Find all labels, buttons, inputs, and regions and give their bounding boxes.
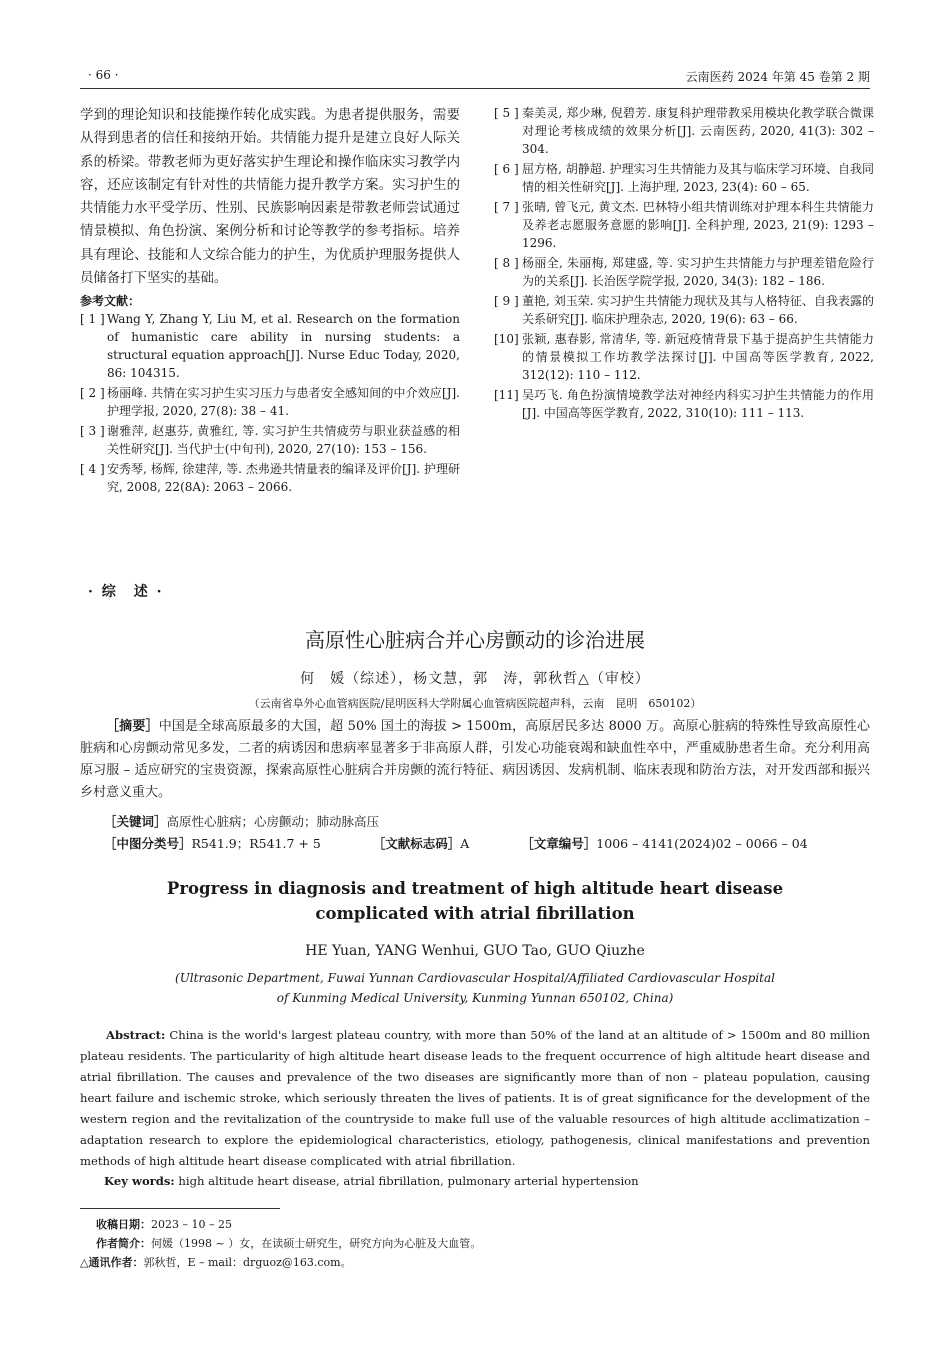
reference-text: 秦美灵, 郑少琳, 倪碧芳. 康复科护理带教采用模块化教学联合微课对理论考核成绩的效果分析[J]. 云南医药, 2020, 41(3): 302 – 304.	[522, 106, 874, 156]
title-en-line2: complicated with atrial fibrillation	[315, 904, 635, 923]
reference-item	[494, 330, 874, 384]
keywords-en-text: high altitude heart disease, atrial fibrillation, pulmonary arterial hypertension	[178, 1174, 639, 1188]
keywords-text: 高原性心脏病；心房颤动；肺动脉高压	[166, 814, 380, 829]
page-number: · 66 ·	[88, 68, 119, 82]
reference-number: [ 7 ]	[494, 200, 519, 214]
footnote-author	[96, 1236, 481, 1252]
abstract-en	[80, 1025, 870, 1172]
reference-item	[494, 292, 874, 328]
reference-text: 张晴, 曾飞元, 黄文杰. 巴林特小组共情训练对护理本科生共情能力及养老志愿服务意愿的影响[J]. 全科护理, 2023, 21(9): 1293 – 1296.	[522, 200, 874, 250]
received-text: 2023 – 10 – 25	[151, 1218, 232, 1231]
doc-code-text: A	[460, 836, 470, 851]
reference-text: 杨丽全, 朱丽梅, 郑建盛, 等. 实习护生共情能力与护理差错危险行为的关系[J]. 长治医学院学报, 2020, 34(3): 182 – 186.	[522, 256, 874, 288]
reference-number: [ 9 ]	[494, 294, 519, 308]
footnote-received	[96, 1217, 232, 1233]
reference-number: [ 3 ]	[80, 424, 105, 439]
keywords-en	[104, 1174, 639, 1188]
abstract-cn	[80, 716, 870, 804]
clc-text: R541.9；R541.7 + 5	[191, 836, 321, 851]
article-title-cn: 高原性心脏病合并心房颤动的诊治进展	[305, 628, 645, 652]
reference-item	[80, 310, 460, 382]
reference-text: 谢雅萍, 赵惠芬, 黄雅红, 等. 实习护生共情疲劳与职业获益感的相关性研究[J]. 当代护士(中旬刊), 2020, 27(10): 153 – 156.	[107, 424, 460, 457]
authors-en: HE Yuan, YANG Wenhui, GUO Tao, GUO Qiuzhe	[305, 943, 645, 959]
reference-number: [ 4 ]	[80, 462, 105, 477]
header-divider	[80, 88, 870, 89]
article-number-text: 1006 – 4141(2024)02 – 0066 – 04	[596, 836, 808, 851]
reference-item	[80, 460, 460, 496]
reference-number: [11]	[494, 388, 519, 402]
article-title-en	[80, 876, 870, 926]
corr-text: 郭秋哲，E – mail：drguoz@163.com。	[143, 1256, 352, 1269]
footnote-corresponding	[80, 1255, 352, 1271]
references-heading: 参考文献：	[80, 294, 141, 309]
reference-number: [10]	[494, 332, 519, 346]
received-label: 收稿日期：	[96, 1218, 151, 1231]
reference-text: Wang Y, Zhang Y, Liu M, et al. Research on the formation of humanistic care ability in nursing students: a structural equation approach[J]. Nurse Educ Today, 2020, 86: 104315.	[107, 312, 460, 381]
authors-cn: 何 媛（综述），杨文慧，郭 涛，郭秋哲△（审校）	[300, 671, 650, 687]
abstract-label: ［摘要］	[106, 719, 159, 734]
abstract-en-label: Abstract:	[106, 1028, 166, 1042]
footnote-divider	[80, 1208, 280, 1209]
article-number-label: ［文章编号］	[521, 836, 597, 851]
clc-label: ［中图分类号］	[104, 836, 192, 851]
doc-code-label: ［文献标志码］	[372, 836, 461, 851]
section-tag: · 综 述 ·	[88, 584, 164, 600]
title-en-line1: Progress in diagnosis and treatment of high altitude heart disease	[166, 879, 784, 898]
reference-item	[494, 160, 874, 196]
reference-item	[494, 254, 874, 290]
reference-number: [ 5 ]	[494, 106, 519, 120]
reference-number: [ 6 ]	[494, 162, 519, 176]
affil-en-line1: (Ultrasonic Department, Fuwai Yunnan Cardiovascular Hospital/Affiliated Cardiovascular Hospital	[175, 971, 775, 985]
reference-text: 吴巧飞. 角色扮演情境教学法对神经内科实习护生共情能力的作用[J]. 中国高等医学教育, 2022, 310(10): 111 – 113.	[522, 388, 874, 420]
keywords-en-label: Key words:	[104, 1174, 175, 1188]
abstract-en-text: China is the world's largest plateau country, with more than 50% of the land at an altitude of > 1500m and 80 million plateau residents. The particularity of high altitude heart disease leads to the frequent occurrence of high altitude heart disease and atrial fibrillation. The causes and prevalence of the two diseases are significantly more than of non – plateau population, causing heart failure and ischemic stroke, which seriously threaten the lives of patients. It is of great significance for the development of the western region and the revitalization of the countryside to make full use of the valuable resources of high altitude acclimatization – adaptation research to explore the epidemiological characteristics, etiology, pathogenesis, clinical manifestations and prevention methods of high altitude heart disease complicated with atrial fibrillation.	[80, 1028, 870, 1168]
reference-item	[494, 104, 874, 158]
corr-label: △通讯作者：	[80, 1256, 144, 1269]
reference-text: 安秀琴, 杨辉, 徐建萍, 等. 杰弗逊共情量表的编译及评价[J]. 护理研究, 2008, 22(8A): 2063 – 2066.	[107, 462, 460, 495]
body-paragraph: 学到的理论知识和技能操作转化成实践。为患者提供服务，需要从得到患者的信任和接纳开始。共情能力提升是建立良好人际关系的桥梁。带教老师为更好落实护生理论和操作临床实习教学内容，还应该制定有针对性的共情能力提升教学方案。实习护生的共情能力水平受学历、性别、民族影响因素是带教老师尝试通过情景模拟、角色扮演、案例分析和讨论等教学的参考指标。培养具有理论、技能和人文综合能力的护生，为优质护理服务提供人员储备打下坚实的基础。	[80, 108, 460, 287]
keywords-cn	[104, 812, 379, 830]
author-label: 作者简介：	[96, 1237, 151, 1250]
affiliation-cn: （云南省阜外心血管病医院/昆明医科大学附属心血管病医院超声科，云南 昆明 650102）	[248, 697, 702, 710]
keywords-label: ［关键词］	[104, 814, 167, 829]
reference-item	[494, 198, 874, 252]
reference-text: 杨丽峰. 共情在实习护生实习压力与患者安全感知间的中介效应[J]. 护理学报, 2020, 27(8): 38 – 41.	[107, 386, 460, 419]
classification-line	[104, 834, 808, 852]
reference-number: [ 8 ]	[494, 256, 519, 270]
affiliation-en	[80, 968, 870, 1008]
affil-en-line2: of Kunming Medical University, Kunming Yunnan 650102, China)	[276, 991, 674, 1005]
reference-item	[494, 386, 874, 422]
reference-text: 屈方格, 胡静超. 护理实习生共情能力及其与临床学习环境、自我同情的相关性研究[J]. 上海护理, 2023, 23(4): 60 – 65.	[522, 162, 874, 194]
right-column	[494, 104, 874, 424]
left-column	[80, 104, 460, 498]
journal-header: 云南医药 2024 年第 45 卷第 2 期	[685, 70, 870, 84]
reference-text: 董艳, 刘玉荣. 实习护生共情能力现状及其与人格特征、自我表露的关系研究[J]. 临床护理杂志, 2020, 19(6): 63 – 66.	[522, 294, 874, 326]
abstract-text: 中国是全球高原最多的大国，超 50% 国土的海拔 > 1500m，高原居民多达 8000 万。高原心脏病的特殊性导致高原性心脏病和心房颤动常见多发，二者的病诱因和患病率显著多于非高原人群，引发心功能衰竭和缺血性卒中，严重威胁患者生命。充分利用高原习服 – 适应研究的宝贵资源，探索高原性心脏病合并房颤的流行特征、病因诱因、发病机制、临床表现和防治方法，对开发西部和振兴乡村意义重大。	[80, 719, 870, 800]
reference-item	[80, 384, 460, 420]
reference-number: [ 1 ]	[80, 312, 105, 327]
reference-text: 张颖, 惠春影, 常清华, 等. 新冠疫情背景下基于提高护生共情能力的情景模拟工作坊教学法探讨[J]. 中国高等医学教育, 2022, 312(12): 110 – 112.	[522, 332, 874, 382]
reference-item	[80, 422, 460, 458]
reference-number: [ 2 ]	[80, 386, 105, 401]
author-text: 何媛（1998 ~ ）女，在读硕士研究生，研究方向为心脏及大血管。	[151, 1237, 482, 1250]
